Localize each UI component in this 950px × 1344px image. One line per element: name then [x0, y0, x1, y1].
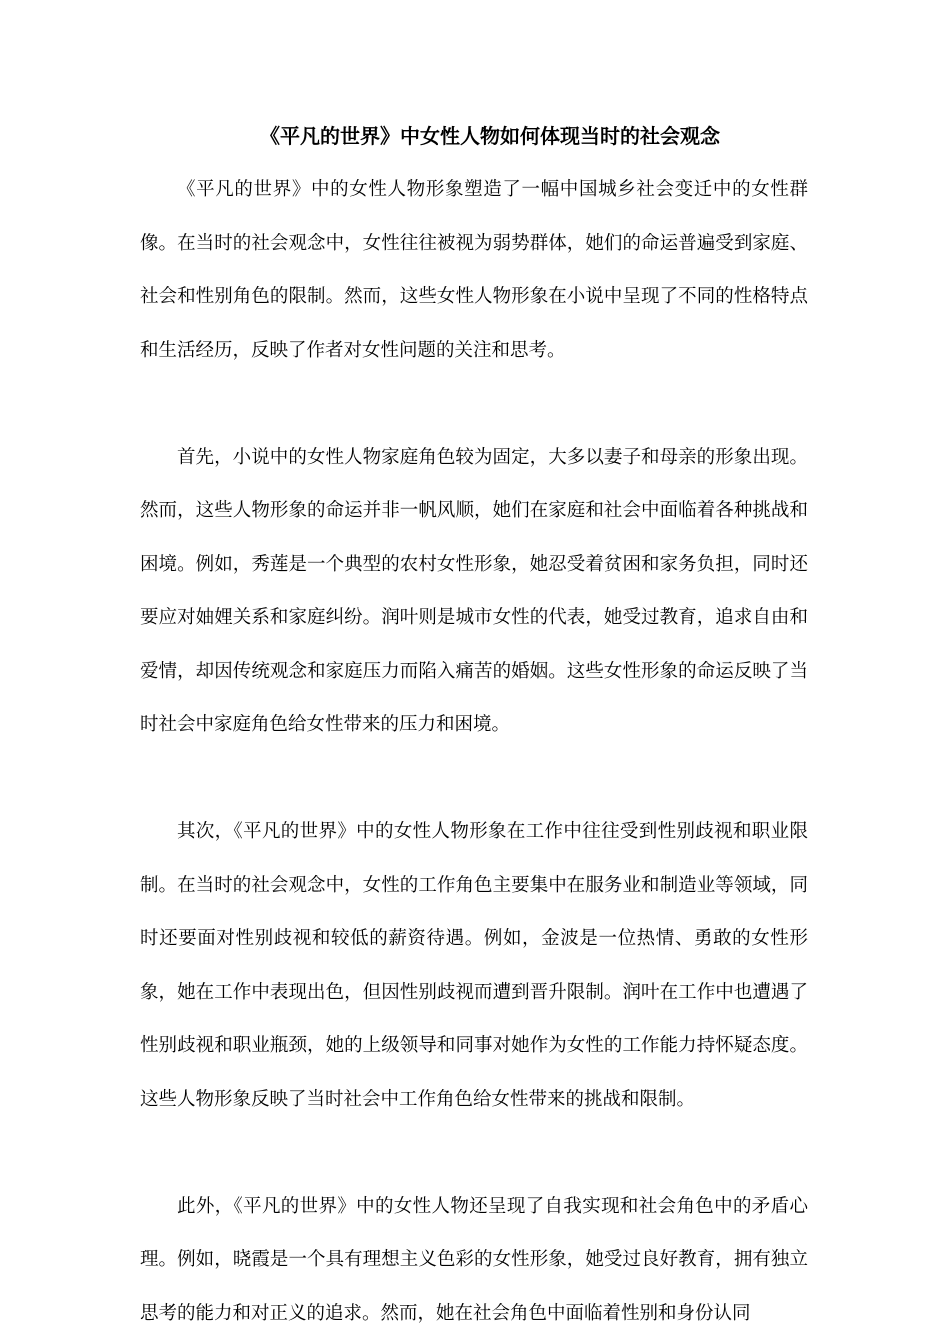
- document-body: [140, 163, 808, 1340]
- document-title: 《平凡的世界》中女性人物如何体现当时的社会观念: [260, 124, 720, 148]
- paragraph-self-realization: 此外，《平凡的世界》中的女性人物还呈现了自我实现和社会角色中的矛盾心理。例如，晓霞是一个具有理想主义色彩的女性形象，她受过良好教育，拥有独立思考的能力和对正义的追求。然而，她在社会角色中面临着性别和身份认同: [140, 1195, 808, 1324]
- paragraph-family-roles: 首先，小说中的女性人物家庭角色较为固定，大多以妻子和母亲的形象出现。然而，这些人物形象的命运并非一帆风顺，她们在家庭和社会中面临着各种挑战和困境。例如，秀莲是一个典型的农村女性形象，她忍受着贫困和家务负担，同时还要应对妯娌关系和家庭纠纷。润叶则是城市女性的代表，她受过教育，追求自由和爱情，却因传统观念和家庭压力而陷入痛苦的婚姻。这些女性形象的命运反映了当时社会中家庭角色给女性带来的压力和困境。: [140, 446, 808, 735]
- paragraph-work-roles: 其次，《平凡的世界》中的女性人物形象在工作中往往受到性别歧视和职业限制。在当时的社会观念中，女性的工作角色主要集中在服务业和制造业等领域，同时还要面对性别歧视和较低的薪资待遇。例如，金波是一位热情、勇敢的女性形象，她在工作中表现出色，但因性别歧视而遭到晋升限制。润叶在工作中也遭遇了性别歧视和职业瓶颈，她的上级领导和同事对她作为女性的工作能力持怀疑态度。这些人物形象反映了当时社会中工作角色给女性带来的挑战和限制。: [140, 821, 808, 1110]
- paragraph-intro: 《平凡的世界》中的女性人物形象塑造了一幅中国城乡社会变迁中的女性群像。在当时的社会观念中，女性往往被视为弱势群体，她们的命运普遍受到家庭、社会和性别角色的限制。然而，这些女性人物形象在小说中呈现了不同的性格特点和生活经历，反映了作者对女性问题的关注和思考。: [140, 179, 808, 361]
